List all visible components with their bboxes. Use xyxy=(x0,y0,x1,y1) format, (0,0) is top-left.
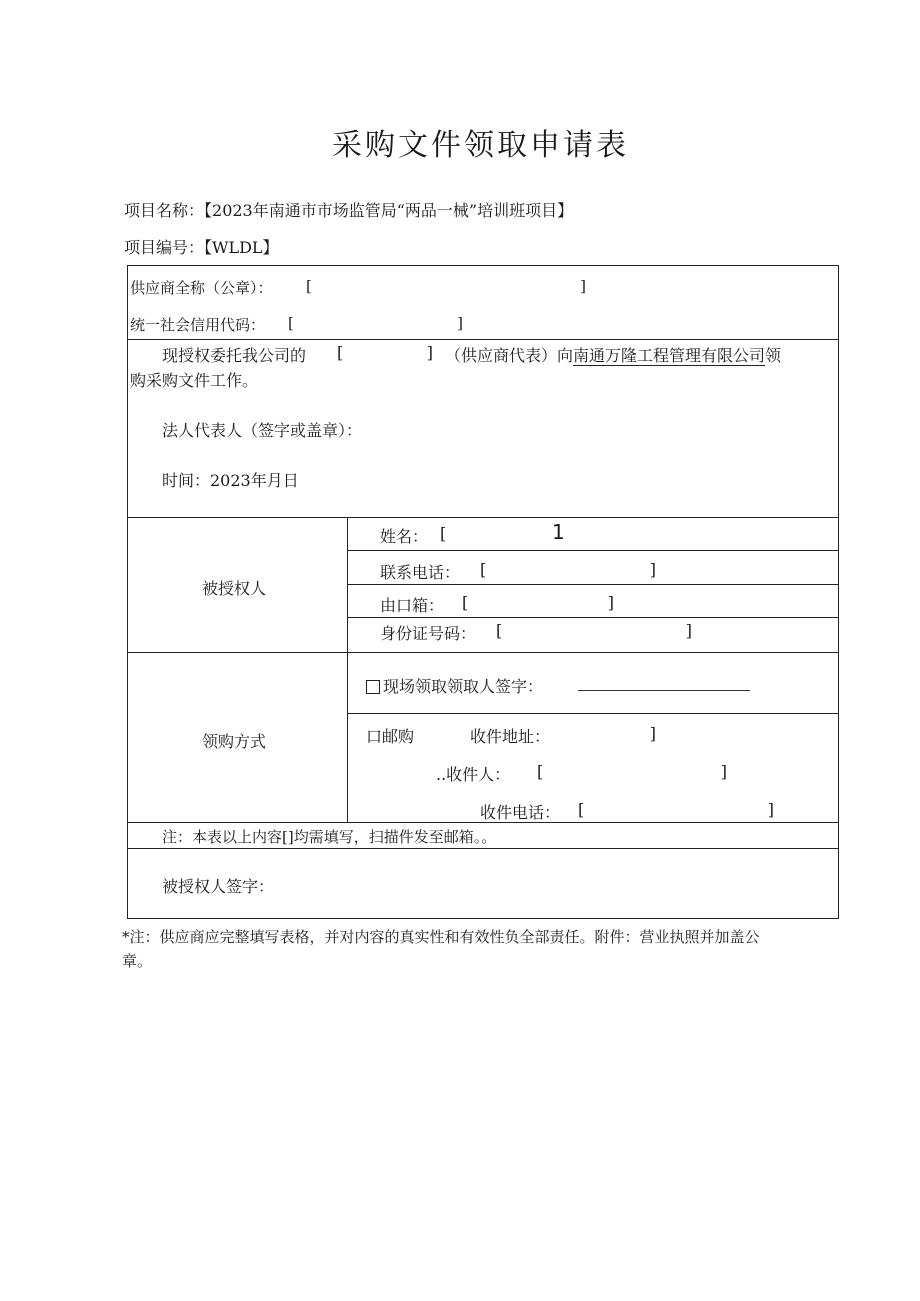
phone-label: 联系电话： xyxy=(380,563,461,582)
project-code-row xyxy=(124,235,279,258)
recipient-row xyxy=(436,762,510,785)
credit-code-label: 统一社会信用代码： xyxy=(130,316,266,334)
recipient-field[interactable]: [ ] xyxy=(537,762,727,781)
email-label: 由口箱： xyxy=(380,596,445,615)
mail-option[interactable]: 口邮购 xyxy=(366,727,415,746)
recipient-phone-field[interactable]: [ ] xyxy=(578,800,774,819)
project-code-value: 【WLDL】 xyxy=(204,238,279,257)
authorized-signature-area[interactable] xyxy=(290,860,830,910)
time-label: 时间：2023年月日 xyxy=(162,471,299,490)
table-note: 注：本表以上内容[]均需填写，扫描件发至邮箱。。 xyxy=(162,828,497,846)
supplier-fullname-row xyxy=(130,277,273,298)
delegate-field[interactable]: [ ] xyxy=(337,343,433,362)
onsite-option[interactable] xyxy=(366,674,543,697)
legal-rep-label: 法人代表人（签字或盖章）： xyxy=(162,421,363,440)
address-label: 收件地址： xyxy=(470,727,551,746)
authorized-signature-label: 被授权人签字： xyxy=(162,877,275,896)
name-value: 1 xyxy=(552,520,565,544)
supplier-fullname-field[interactable]: [ ] xyxy=(306,277,586,295)
page-title: 采购文件领取申请表 xyxy=(332,128,629,163)
recipient-label: 收件人： xyxy=(446,765,511,784)
credit-code-field[interactable]: [ ] xyxy=(288,314,463,332)
onsite-checkbox[interactable] xyxy=(366,680,380,694)
authorization-text-cont: （供应商代表）向南通万隆工程管理有限公司领 xyxy=(445,346,782,365)
project-name-row xyxy=(124,198,573,221)
onsite-signature-line[interactable] xyxy=(578,690,750,691)
footer-note-line1: *注：供应商应完整填写表格，并对内容的真实性和有效性负全部责任。附件：营业执照并加盖公 xyxy=(122,928,760,946)
supplier-fullname-label: 供应商全称（公章）： xyxy=(130,279,273,297)
onsite-label: 现场领取领取人签字： xyxy=(383,677,544,696)
id-label: 身份证号码： xyxy=(380,624,477,643)
footer-note-line2: 章。 xyxy=(122,952,153,970)
id-field[interactable]: [ ] xyxy=(496,621,692,640)
project-code-label: 项目编号： xyxy=(124,238,205,257)
recipient-dots: .. xyxy=(436,765,447,784)
project-name-label: 项目名称： xyxy=(124,201,205,220)
name-field[interactable]: [ 1 xyxy=(440,520,565,544)
purchase-method-section-label: 领购方式 xyxy=(202,732,267,751)
name-label: 姓名： xyxy=(380,527,429,546)
recipient-phone-label: 收件电话： xyxy=(480,803,561,822)
project-name-value: 【2023年南通市市场监管局“两品一械”培训班项目】 xyxy=(204,201,574,220)
email-field[interactable]: [ ] xyxy=(462,593,614,612)
authorization-text: 现授权委托我公司的 xyxy=(162,346,307,365)
phone-field[interactable]: [ ] xyxy=(480,560,656,579)
agency-company: 南通万隆工程管理有限公司 xyxy=(573,346,766,365)
authorized-person-section-label: 被授权人 xyxy=(202,579,267,598)
authorization-text-line2: 购采购文件工作。 xyxy=(130,371,259,390)
